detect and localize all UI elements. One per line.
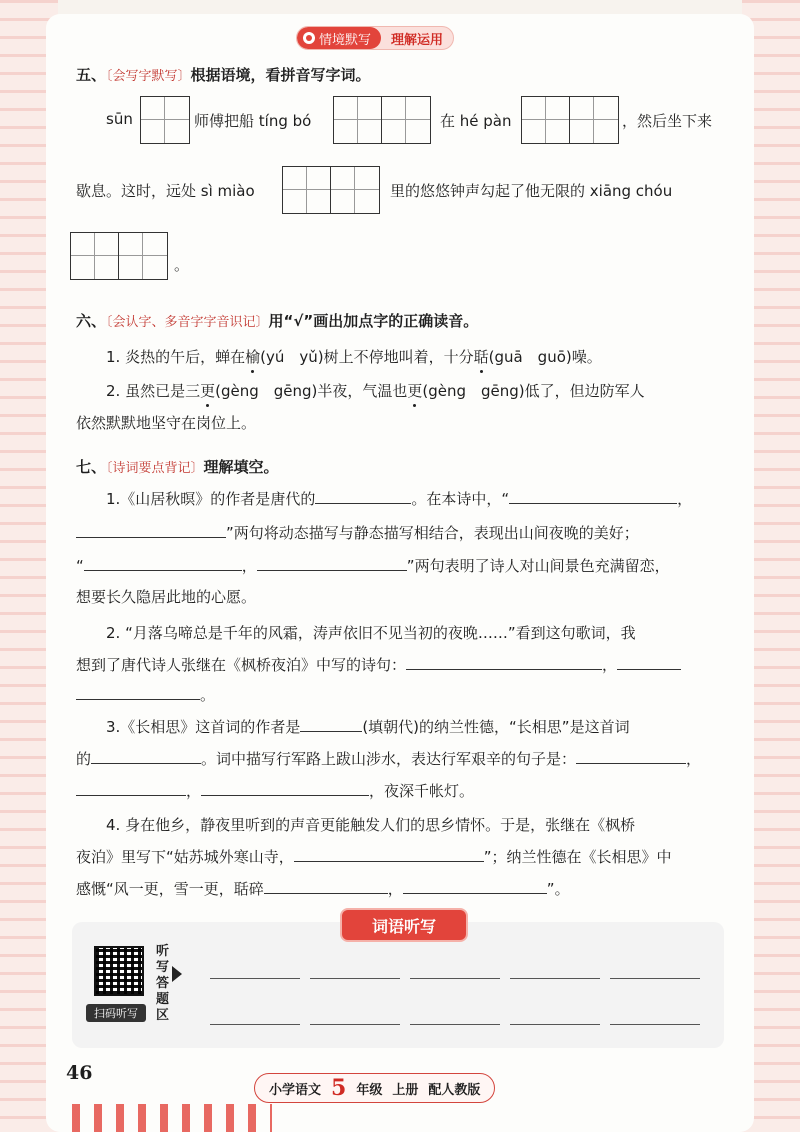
s7-q1-line1: 1.《山居秋暝》的作者是唐代的 。在本诗中，“ ， [106, 490, 693, 508]
footer-grade-number: 5 [331, 1075, 347, 1101]
page-number: 46 [66, 1062, 93, 1084]
blank[interactable] [264, 879, 388, 894]
scan-label[interactable]: 扫码听写 [86, 1004, 146, 1022]
qr-code-icon[interactable] [94, 946, 144, 996]
s5-line1-c: 在 hé pàn [440, 112, 512, 130]
header-tab-active: 情境默写 [297, 27, 381, 49]
s6-question-2: 2. 虽然已是三更(gèng gēng)半夜，气温也更(gèng gēng)低了，但边防军人 [106, 382, 645, 400]
dictation-line[interactable] [310, 978, 400, 979]
blank[interactable] [201, 781, 369, 796]
s7-q3-line2: 的 。词中描写行军路上跋山涉水，表达行军艰辛的句子是： ， [76, 750, 702, 768]
s5-line1-a: sūn [106, 110, 133, 128]
header-pill [296, 26, 454, 50]
section-5-title: 五、〔会写字默写〕根据语境，看拼音写字词。 [76, 66, 371, 84]
footer-badge [254, 1073, 495, 1103]
blank[interactable] [403, 879, 547, 894]
arrow-right-icon [172, 966, 182, 982]
s7-q2-line2: 想到了唐代诗人张继在《枫桥夜泊》中写的诗句： ， [76, 654, 681, 675]
s5-line2-a: 歇息。这时，远处 sì miào [76, 182, 255, 200]
footer-subject: 小学语文 [269, 1082, 322, 1098]
bottom-stripes-decoration [72, 1104, 272, 1132]
blank[interactable] [315, 489, 411, 504]
writing-grid-2[interactable] [333, 96, 431, 144]
footer-volume: 上册 [392, 1082, 419, 1098]
s7-q3-line1: 3.《长相思》这首词的作者是 (填朝代)的纳兰性德，“长相思”是这首词 [106, 718, 630, 736]
section-6-title: 六、〔会认字、多音字字音识记〕用“√”画出加点字的正确读音。 [76, 312, 479, 330]
s7-q1-line2: ”两句将动态描写与静态描写相结合，表现出山间夜晚的美好； [76, 522, 639, 543]
s5-line1-d: ，然后坐下来 [622, 112, 713, 130]
dictation-line[interactable] [210, 978, 300, 979]
s7-q4-line3: 感慨“风一更，雪一更，聒碎 ， ”。 [76, 880, 570, 898]
dictation-line[interactable] [410, 978, 500, 979]
footer-grade-word: 年级 [356, 1082, 383, 1098]
s6-question-2-cont: 依然默默地坚守在岗位上。 [76, 414, 257, 432]
s7-q3-line3: ， ，夜深千帐灯。 [76, 780, 474, 801]
blank[interactable] [84, 556, 242, 571]
s5-line2-b: 里的悠悠钟声勾起了他无限的 xiāng chóu [390, 182, 673, 200]
s7-q2-line3: 。 [76, 684, 215, 705]
dictation-line[interactable] [410, 1024, 500, 1025]
writing-grid-4[interactable] [282, 166, 380, 214]
blank[interactable] [406, 655, 602, 670]
s7-q4-line1: 4. 身在他乡，静夜里听到的声音更能触发人们的思乡情怀。于是，张继在《枫桥 [106, 816, 636, 834]
dictation-line[interactable] [510, 1024, 600, 1025]
blank[interactable] [509, 489, 677, 504]
s5-line3: 。 [174, 256, 190, 274]
dictation-line[interactable] [510, 978, 600, 979]
section-7-title: 七、〔诗词要点背记〕理解填空。 [76, 458, 279, 476]
speech-bubble-icon [303, 32, 315, 44]
s7-q1-line4: 想要长久隐居此地的心愿。 [76, 588, 257, 606]
blank[interactable] [76, 781, 186, 796]
blank[interactable] [76, 685, 200, 700]
s7-q2-line1: 2. “月落乌啼总是千年的风霜，涛声依旧不见当初的夜晚……”看到这句歌词，我 [106, 624, 636, 642]
s7-q1-line3: “ ， ”两句表明了诗人对山间景色充满留恋， [76, 557, 670, 575]
header-tab-secondary: 理解运用 [391, 32, 444, 48]
footer-edition: 配人教版 [428, 1082, 481, 1098]
dictation-line[interactable] [310, 1024, 400, 1025]
dictation-vertical-label: 听写答题区 [156, 944, 170, 1023]
dictation-title: 词语听写 [340, 908, 468, 942]
dictation-line[interactable] [210, 1024, 300, 1025]
blank[interactable] [576, 749, 686, 764]
writing-grid-3[interactable] [521, 96, 619, 144]
blank[interactable] [294, 847, 484, 862]
dictation-line[interactable] [610, 1024, 700, 1025]
blank[interactable] [300, 717, 362, 732]
s6-question-1: 1. 炎热的午后，蝉在榆(yú yǔ)树上不停地叫着，十分聒(guā guō)噪。 [106, 348, 602, 366]
blank[interactable] [617, 655, 681, 670]
dictation-line[interactable] [610, 978, 700, 979]
writing-grid-1[interactable] [140, 96, 190, 144]
blank[interactable] [91, 749, 201, 764]
blank[interactable] [76, 523, 226, 538]
blank[interactable] [257, 556, 407, 571]
writing-grid-5[interactable] [70, 232, 168, 280]
s7-q4-line2: 夜泊》里写下“姑苏城外寒山寺， ”；纳兰性德在《长相思》中 [76, 848, 672, 866]
s5-line1-b: 师傅把船 tíng bó [194, 112, 312, 130]
